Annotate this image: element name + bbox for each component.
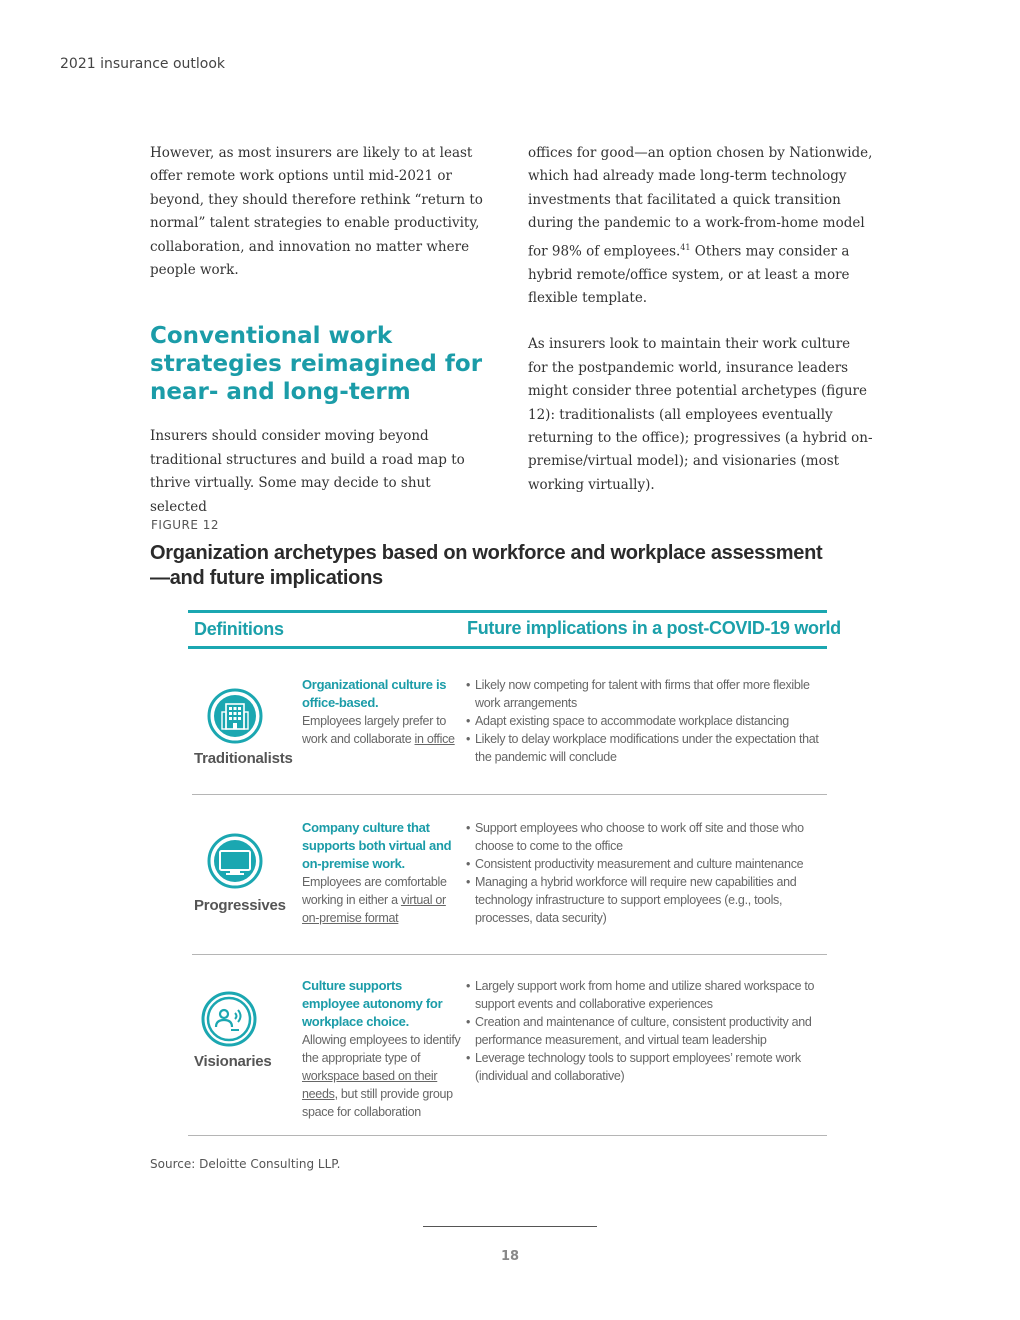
body-paragraph: As insurers look to maintain their work culture for the postpandemic world, insurance leaders might consider three potential archetypes (figure 12): traditionalists (all employees eventually returning to the office); progressives (a hybrid on-premise/virtual model); and visionaries (most working virtually). (528, 336, 873, 493)
definition-title: Culture supports employee autonomy for workplace choice. (302, 978, 443, 1029)
row-divider (192, 954, 827, 955)
archetype-definition (302, 676, 462, 748)
monitor-icon (206, 832, 264, 890)
implications-list (466, 676, 826, 766)
running-header: 2021 insurance outlook (60, 56, 226, 72)
column-header-definitions: Definitions (194, 619, 284, 639)
section-heading: Conventional work strategies reimagined for near- and long-term (150, 323, 483, 406)
body-paragraph: offices for good—an option chosen by Nationwide, which had already made long-term technology investments that facilitated a quick transition during the pandemic to a work-from-home model for 98% of employees.$^{41}$ Others may consider a hybrid remote/office system, or at least a more flexible template. (528, 145, 873, 306)
list-item: • Leverage technology tools to support employees’ remote work (individual and collaborative) (466, 1049, 826, 1085)
archetype-name: Visionaries (194, 1053, 272, 1070)
list-item: • Consistent productivity measurement and culture maintenance (466, 855, 826, 873)
list-item: • Support employees who choose to work off site and those who choose to come to the office (466, 819, 826, 855)
implications-list (466, 819, 826, 927)
list-item: • Creation and maintenance of culture, consistent productivity and performance measurement, and virtual team leadership (466, 1013, 826, 1049)
body-paragraph: However, as most insurers are likely to at least offer remote work options until mid-2021 or beyond, they should therefore rethink “return to normal” talent strategies to enable productivity, collaboration, and innovation no matter where people work. (150, 145, 483, 279)
table-bottom-rule (188, 1135, 827, 1136)
body-column-left (150, 142, 490, 519)
list-item: • Likely to delay workplace modifications under the expectation that the pandemic will conclude (466, 730, 826, 766)
body-column-right (528, 142, 873, 497)
archetype-name: Traditionalists (194, 750, 293, 767)
table-header-rule (188, 646, 827, 649)
archetype-definition (302, 977, 462, 1121)
footnote-ref[interactable]: 41 (680, 242, 691, 252)
list-item: • Largely support work from home and utilize shared workspace to support events and collaborative experiences (466, 977, 826, 1013)
archetype-definition (302, 819, 462, 927)
page-number: 18 (500, 1249, 520, 1264)
archetype-name: Progressives (194, 897, 286, 914)
footer-rule (423, 1226, 597, 1227)
implications-list (466, 977, 826, 1085)
remote-person-icon (200, 990, 258, 1048)
definition-body: Allowing employees to identify the appropriate type of workspace based on their needs, but still provide group space for collaboration (302, 1033, 461, 1119)
definition-title: Company culture that supports both virtual and on-premise work. (302, 820, 452, 871)
body-paragraph: Insurers should consider moving beyond traditional structures and build a road map to thrive virtually. Some may decide to shut selected (150, 428, 465, 515)
figure-source: Source: Deloitte Consulting LLP. (150, 1157, 341, 1171)
list-item: • Likely now competing for talent with firms that offer more flexible work arrangements (466, 676, 826, 712)
definition-body: Employees are comfortable working in either a virtual or on-premise format (302, 875, 447, 925)
definition-body: Employees largely prefer to work and collaborate in office (302, 714, 455, 746)
figure-label: FIGURE 12 (151, 518, 220, 532)
row-divider (192, 794, 827, 795)
table-top-rule (188, 610, 827, 613)
list-item: • Managing a hybrid workforce will require new capabilities and technology infrastructure to support employees (e.g., tools, processes, data security) (466, 873, 826, 927)
definition-title: Organizational culture is office-based. (302, 677, 447, 710)
office-building-icon (206, 687, 264, 745)
list-item: • Adapt existing space to accommodate workplace distancing (466, 712, 826, 730)
column-header-implications: Future implications in a post-COVID-19 world (467, 618, 841, 638)
figure-title: Organization archetypes based on workforce and workplace assessment—and future implications (150, 542, 823, 589)
